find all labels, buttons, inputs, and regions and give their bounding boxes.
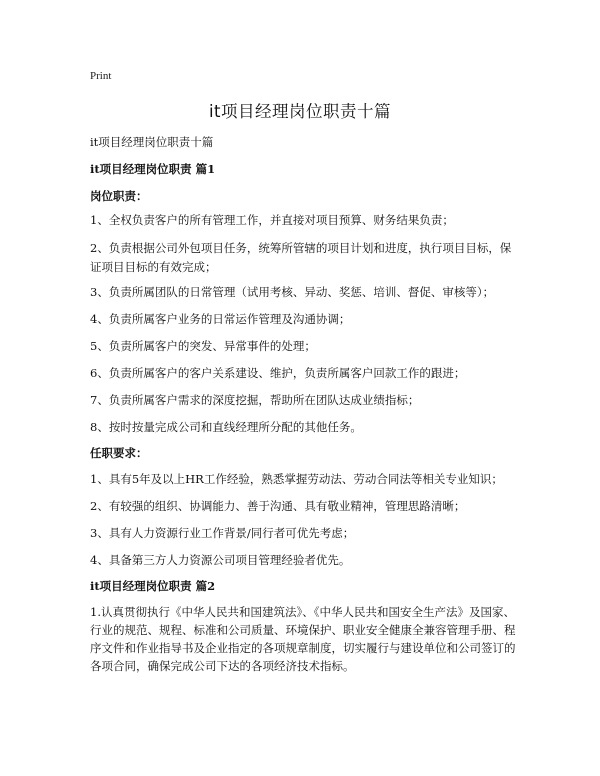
duty-item: 2、负责根据公司外包项目任务，统筹所管辖的项目计划和进度，执行项目目标，保证项目目标的有效完成； <box>90 241 512 274</box>
requirement-item: 4、具备第三方人力资源公司项目管理经验者优先。 <box>90 553 351 567</box>
duty-item: 1、全权负责客户的所有管理工作，并直接对项目预算、财务结果负责； <box>90 213 454 227</box>
section2-paragraph: 1.认真贯彻执行《中华人民共和国建筑法》、《中华人民共和国安全生产法》及国家、行业的规范、规程、标准和公司质量、环境保护、职业安全健康全兼容管理手册、程序文件和作业指导书及企业指定的各项规章制度，切实履行与建设单位和公司签订的各项合同，确保完成公司下达的各项经济技术指标。 <box>90 605 516 673</box>
document-title: it项目经理岗位职责十篇 <box>208 102 392 121</box>
requirement-item: 1、具有5年及以上HR工作经验，熟悉掌握劳动法、劳动合同法等相关专业知识； <box>90 472 503 486</box>
requirements-heading: 任职要求： <box>90 446 148 460</box>
section2-heading: it项目经理岗位职责 篇2 <box>90 579 216 593</box>
duty-item: 4、负责所属客户业务的日常运作管理及沟通协调； <box>90 312 351 326</box>
duty-item: 6、负责所属客户的客户关系建设、维护，负责所属客户回款工作的跟进； <box>90 366 466 380</box>
section1-heading: it项目经理岗位职责 篇1 <box>90 162 216 176</box>
duty-item: 3、负责所属团队的日常管理（试用考核、异动、奖惩、培训、督促、审核等）； <box>90 285 495 299</box>
document-subtitle: it项目经理岗位职责十篇 <box>90 135 214 149</box>
requirement-item: 3、具有人力资源行业工作背景/同行者可优先考虑； <box>90 526 355 540</box>
duty-item: 5、负责所属客户的突发、异常事件的处理； <box>90 339 316 353</box>
duties-heading: 岗位职责： <box>90 189 148 203</box>
requirement-item: 2、有较强的组织、协调能力、善于沟通、具有敬业精神，管理思路清晰； <box>90 499 466 513</box>
duty-item: 8、按时按量完成公司和直线经理所分配的其他任务。 <box>90 420 362 434</box>
duty-item: 7、负责所属客户需求的深度挖掘，帮助所在团队达成业绩指标； <box>90 393 420 407</box>
print-link[interactable]: Print <box>90 70 112 82</box>
